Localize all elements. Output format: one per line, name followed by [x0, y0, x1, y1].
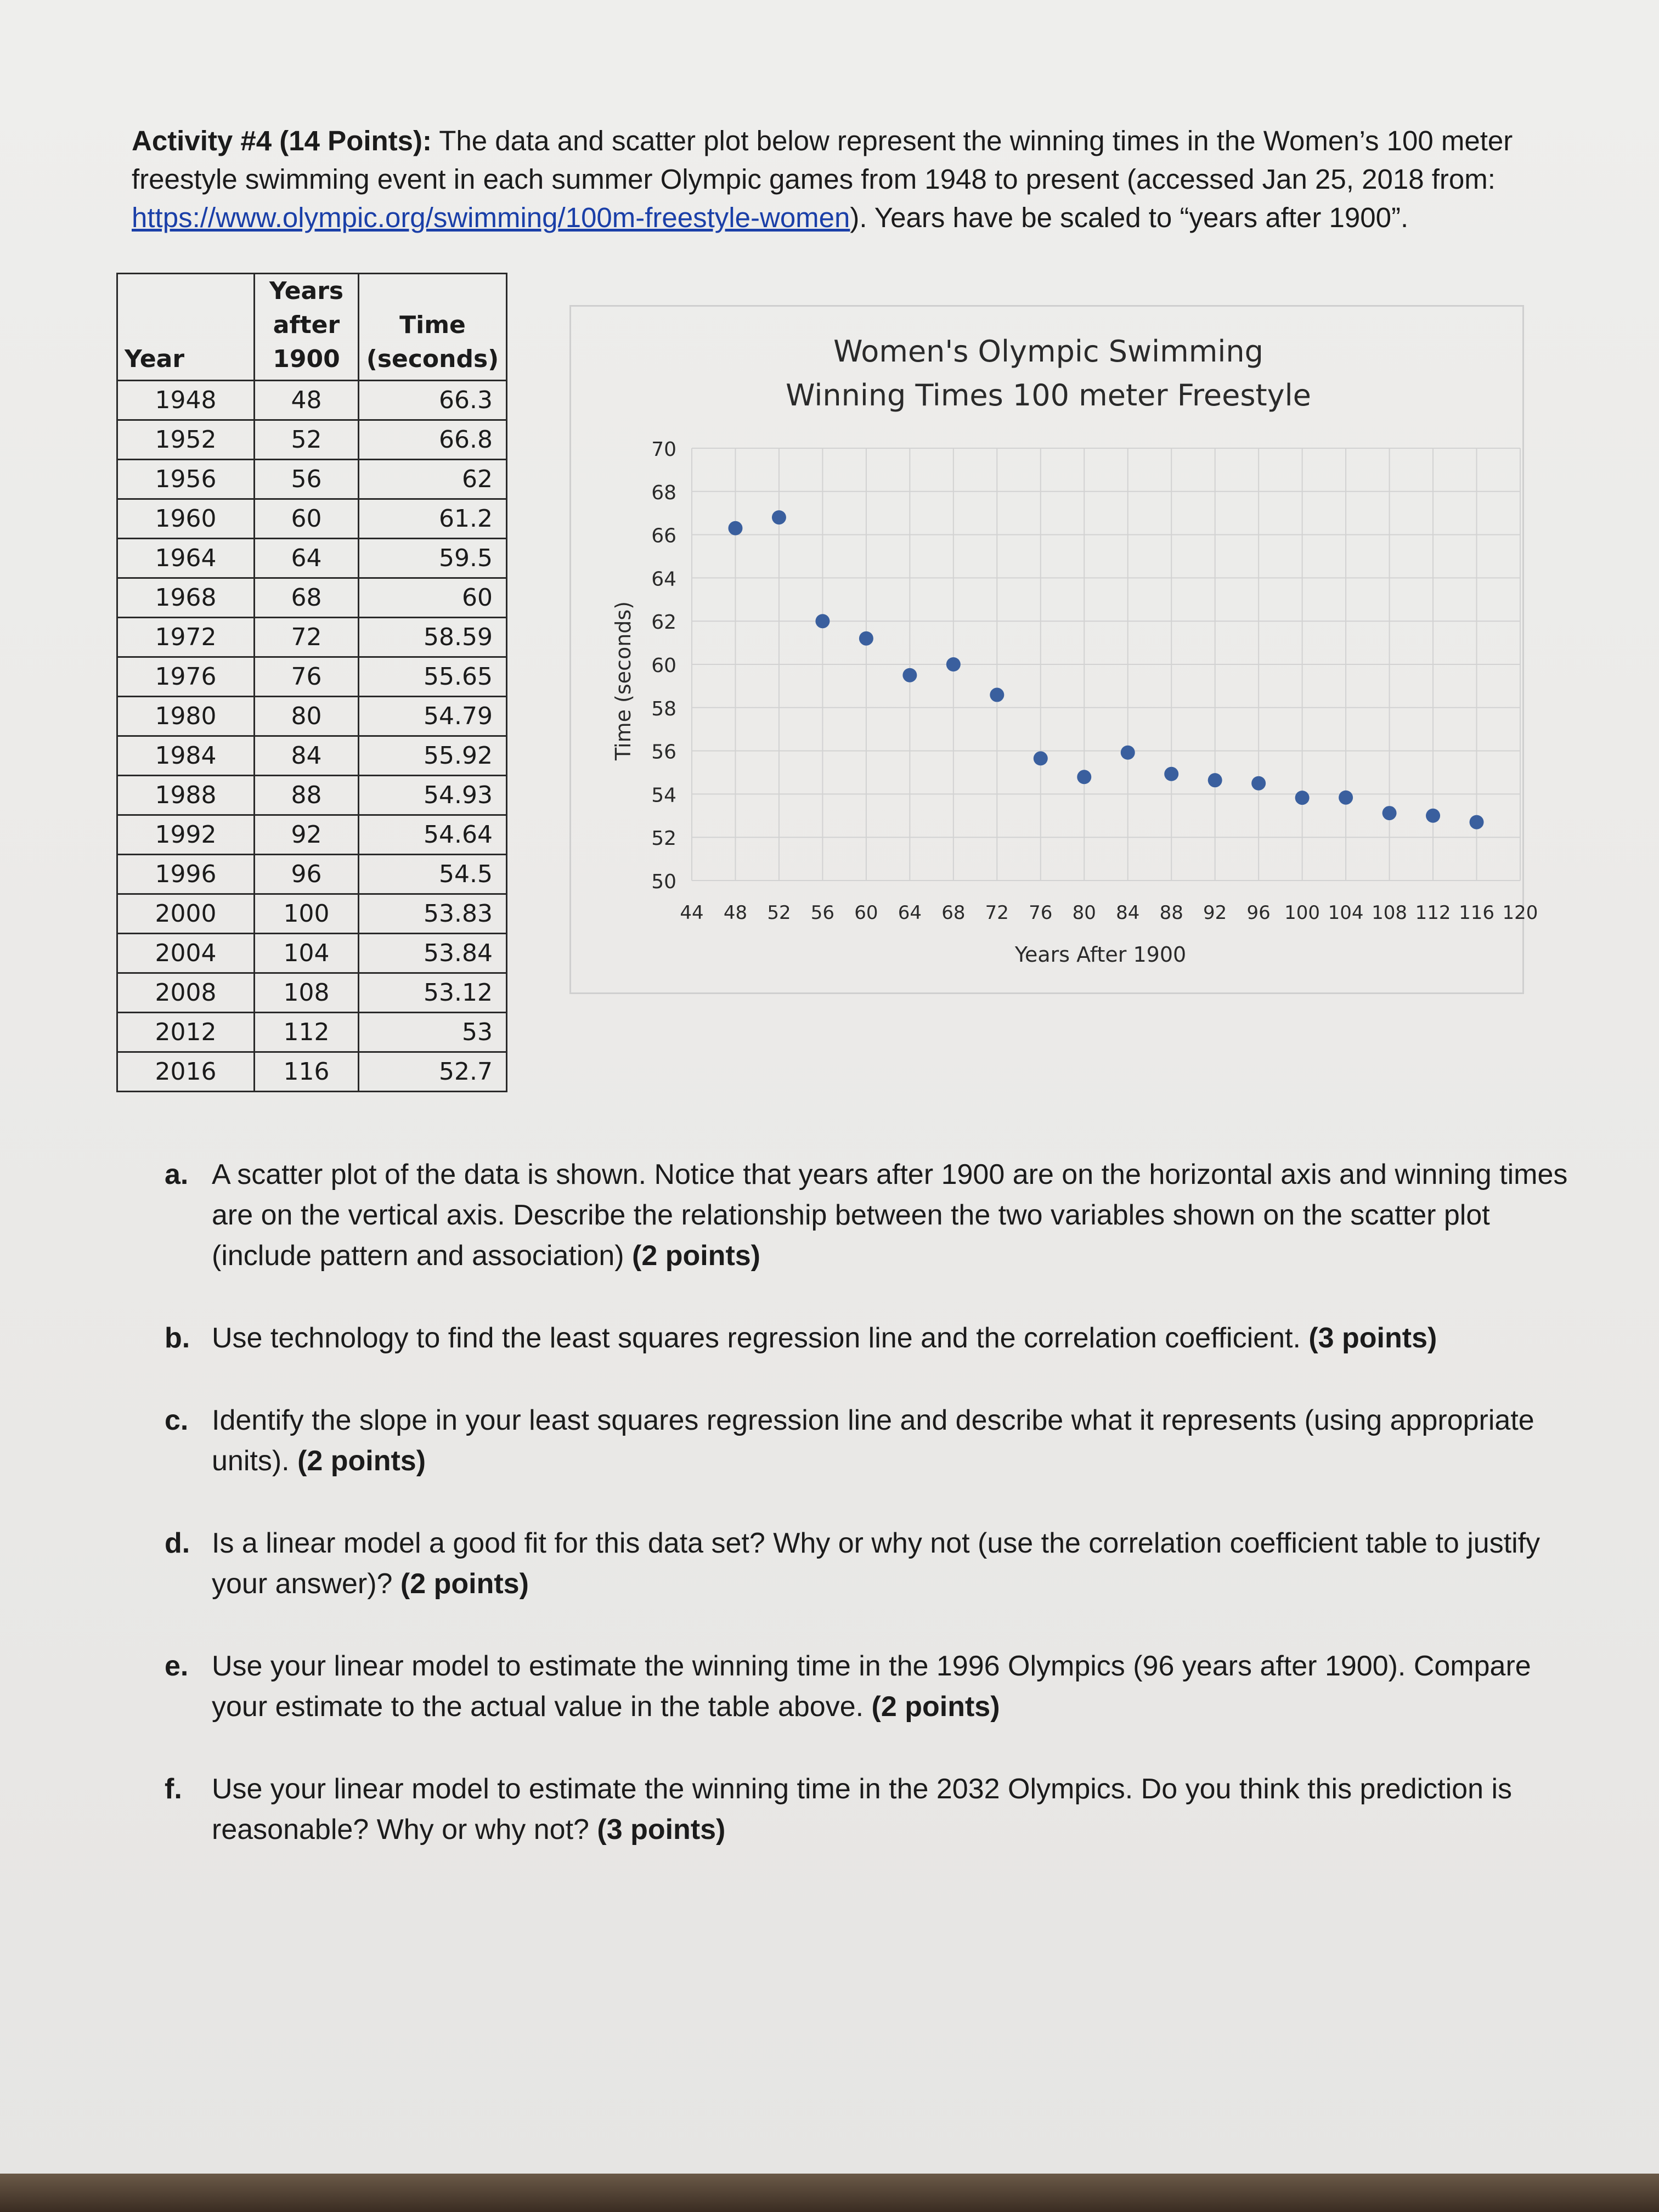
question-points: (2 points) [400, 1568, 529, 1600]
data-point [1034, 751, 1048, 765]
cell-years-after: 112 [255, 1013, 359, 1052]
question-letter: e. [165, 1650, 189, 1682]
y-tick-label: 56 [651, 741, 676, 764]
cell-year: 1976 [117, 657, 255, 697]
y-tick-label: 58 [651, 697, 676, 720]
table-row [117, 1013, 507, 1052]
data-point [815, 614, 830, 628]
cell-years-after: 108 [255, 973, 359, 1013]
cell-year: 1980 [117, 697, 255, 736]
col-header-year: Year [117, 274, 255, 381]
y-tick-label: 68 [651, 481, 676, 504]
data-point [772, 510, 786, 524]
y-tick-label: 70 [651, 438, 676, 461]
y-axis-label: Time (seconds) [611, 601, 635, 761]
y-tick-label: 66 [651, 524, 676, 548]
cell-year: 2016 [117, 1052, 255, 1092]
table-row [117, 894, 507, 934]
question-points: (2 points) [297, 1445, 426, 1477]
cell-years-after: 88 [255, 776, 359, 815]
cell-time: 53.84 [359, 934, 507, 973]
data-table [116, 273, 507, 1092]
table-row [117, 815, 507, 855]
x-tick-label: 72 [985, 902, 1009, 924]
cell-year: 2000 [117, 894, 255, 934]
cell-years-after: 64 [255, 539, 359, 578]
question-letter: b. [165, 1322, 190, 1354]
cell-time: 55.92 [359, 736, 507, 776]
table-row [117, 381, 507, 420]
question-list [154, 1154, 1580, 1892]
y-tick-label: 52 [651, 827, 676, 850]
question-item [154, 1646, 1580, 1727]
activity-title: Activity #4 (14 Points): [132, 125, 432, 156]
table-row [117, 736, 507, 776]
question-text: Identify the slope in your least squares regression line and describe what it represents (using appropriate units). [212, 1404, 1534, 1477]
question-points: (3 points) [1308, 1322, 1437, 1354]
question-text: A scatter plot of the data is shown. Notice that years after 1900 are on the horizontal axis and winning times are on the vertical axis. Describe the relationship between the two variables shown on the scatter plot (include pattern and association) [212, 1159, 1568, 1272]
scatter-plot-svg [571, 307, 1538, 996]
table-row [117, 618, 507, 657]
table-row [117, 539, 507, 578]
x-tick-label: 116 [1459, 902, 1494, 924]
activity-header [132, 122, 1580, 237]
x-tick-label: 44 [680, 902, 704, 924]
x-tick-label: 80 [1072, 902, 1096, 924]
x-tick-label: 60 [854, 902, 878, 924]
cell-time: 54.79 [359, 697, 507, 736]
table-row [117, 855, 507, 894]
cell-time: 59.5 [359, 539, 507, 578]
cell-year: 1964 [117, 539, 255, 578]
table-header-row [117, 274, 507, 381]
x-tick-label: 64 [898, 902, 922, 924]
cell-year: 1988 [117, 776, 255, 815]
data-point [1251, 776, 1266, 791]
cell-time: 66.8 [359, 420, 507, 460]
col-header-years-after: Years after 1900 [255, 274, 359, 381]
cell-years-after: 52 [255, 420, 359, 460]
cell-years-after: 72 [255, 618, 359, 657]
data-point [1077, 770, 1091, 784]
cell-year: 1968 [117, 578, 255, 618]
y-tick-label: 60 [651, 654, 676, 677]
cell-years-after: 80 [255, 697, 359, 736]
x-tick-label: 56 [810, 902, 835, 924]
table-edge-shadow [0, 2174, 1659, 2212]
y-tick-label: 54 [651, 784, 676, 807]
x-tick-label: 88 [1159, 902, 1183, 924]
table-row [117, 499, 507, 539]
cell-time: 52.7 [359, 1052, 507, 1092]
table-row [117, 776, 507, 815]
cell-year: 1992 [117, 815, 255, 855]
cell-years-after: 56 [255, 460, 359, 499]
question-text: Use technology to find the least squares regression line and the correlation coefficient. [212, 1322, 1301, 1354]
header-text-1: The data and scatter plot below represent the winning times in the Women’s 100 meter freestyle swimming event in each summer Olympic games from 1948 to present (accessed Jan 25, 2018 from: [132, 125, 1513, 195]
x-tick-label: 120 [1502, 902, 1538, 924]
header-text-2: ). Years have be scaled to “years after 1900”. [850, 202, 1409, 233]
chart-title-line-2: Winning Times 100 meter Freestyle [786, 378, 1311, 413]
source-link[interactable]: https://www.olympic.org/swimming/100m-freestyle-women [132, 202, 850, 233]
cell-year: 1948 [117, 381, 255, 420]
data-point [1208, 773, 1222, 787]
question-item [154, 1318, 1580, 1358]
question-points: (2 points) [632, 1240, 760, 1272]
cell-time: 53.12 [359, 973, 507, 1013]
cell-year: 2008 [117, 973, 255, 1013]
cell-year: 1996 [117, 855, 255, 894]
col-header-time: Time (seconds) [359, 274, 507, 381]
x-tick-label: 84 [1116, 902, 1140, 924]
data-point [1295, 791, 1310, 805]
question-letter: f. [165, 1773, 182, 1805]
cell-years-after: 68 [255, 578, 359, 618]
cell-time: 60 [359, 578, 507, 618]
table-row [117, 578, 507, 618]
data-point [1383, 806, 1397, 820]
cell-years-after: 48 [255, 381, 359, 420]
cell-years-after: 84 [255, 736, 359, 776]
table-row [117, 973, 507, 1013]
cell-years-after: 96 [255, 855, 359, 894]
cell-time: 54.5 [359, 855, 507, 894]
question-text: Use your linear model to estimate the winning time in the 1996 Olympics (96 years after 1900). Compare your estimate to the actual value in the table above. [212, 1650, 1531, 1723]
data-point [990, 688, 1004, 702]
x-tick-label: 108 [1372, 902, 1408, 924]
scatter-chart [569, 305, 1538, 994]
question-points: (3 points) [597, 1814, 726, 1846]
cell-time: 58.59 [359, 618, 507, 657]
x-tick-label: 112 [1415, 902, 1451, 924]
cell-time: 61.2 [359, 499, 507, 539]
cell-years-after: 104 [255, 934, 359, 973]
x-tick-label: 76 [1029, 902, 1053, 924]
cell-year: 1972 [117, 618, 255, 657]
cell-years-after: 92 [255, 815, 359, 855]
cell-time: 54.64 [359, 815, 507, 855]
cell-year: 1960 [117, 499, 255, 539]
cell-time: 62 [359, 460, 507, 499]
x-tick-label: 52 [767, 902, 791, 924]
x-tick-label: 48 [723, 902, 748, 924]
cell-time: 53.83 [359, 894, 507, 934]
data-point [859, 631, 873, 646]
x-tick-label: 96 [1246, 902, 1271, 924]
x-tick-label: 104 [1328, 902, 1364, 924]
cell-years-after: 100 [255, 894, 359, 934]
data-point [1121, 746, 1135, 760]
data-point [1164, 767, 1178, 781]
cell-time: 55.65 [359, 657, 507, 697]
chart-title-line-1: Women's Olympic Swimming [833, 334, 1263, 369]
question-letter: d. [165, 1527, 190, 1559]
x-axis-label: Years After 1900 [1014, 943, 1187, 967]
question-points: (2 points) [871, 1691, 1000, 1723]
question-item [154, 1154, 1580, 1276]
table-row [117, 697, 507, 736]
data-point [728, 521, 742, 535]
x-tick-label: 100 [1284, 902, 1321, 924]
question-text: Is a linear model a good fit for this data set? Why or why not (use the correlation coefficient table to justify your answer)? [212, 1527, 1541, 1600]
y-tick-label: 50 [651, 871, 676, 893]
data-point [1339, 791, 1353, 805]
data-point [1426, 809, 1440, 823]
table-row [117, 420, 507, 460]
x-tick-label: 68 [941, 902, 966, 924]
data-point [946, 657, 961, 672]
cell-year: 1952 [117, 420, 255, 460]
cell-years-after: 76 [255, 657, 359, 697]
cell-year: 2012 [117, 1013, 255, 1052]
y-tick-label: 62 [651, 611, 676, 634]
cell-year: 1956 [117, 460, 255, 499]
cell-time: 54.93 [359, 776, 507, 815]
table-row [117, 934, 507, 973]
question-item [154, 1769, 1580, 1850]
question-item [154, 1400, 1580, 1481]
question-letter: c. [165, 1404, 189, 1436]
table-row [117, 1052, 507, 1092]
question-letter: a. [165, 1159, 189, 1190]
data-point [902, 668, 917, 682]
table-row [117, 657, 507, 697]
cell-time: 53 [359, 1013, 507, 1052]
cell-years-after: 116 [255, 1052, 359, 1092]
question-item [154, 1523, 1580, 1604]
cell-years-after: 60 [255, 499, 359, 539]
table-row [117, 460, 507, 499]
cell-year: 1984 [117, 736, 255, 776]
cell-time: 66.3 [359, 381, 507, 420]
y-tick-label: 64 [651, 568, 676, 591]
x-tick-label: 92 [1203, 902, 1227, 924]
data-point [1470, 815, 1484, 830]
cell-year: 2004 [117, 934, 255, 973]
question-text: Use your linear model to estimate the winning time in the 2032 Olympics. Do you think this prediction is reasonable? Why or why not? [212, 1773, 1513, 1846]
